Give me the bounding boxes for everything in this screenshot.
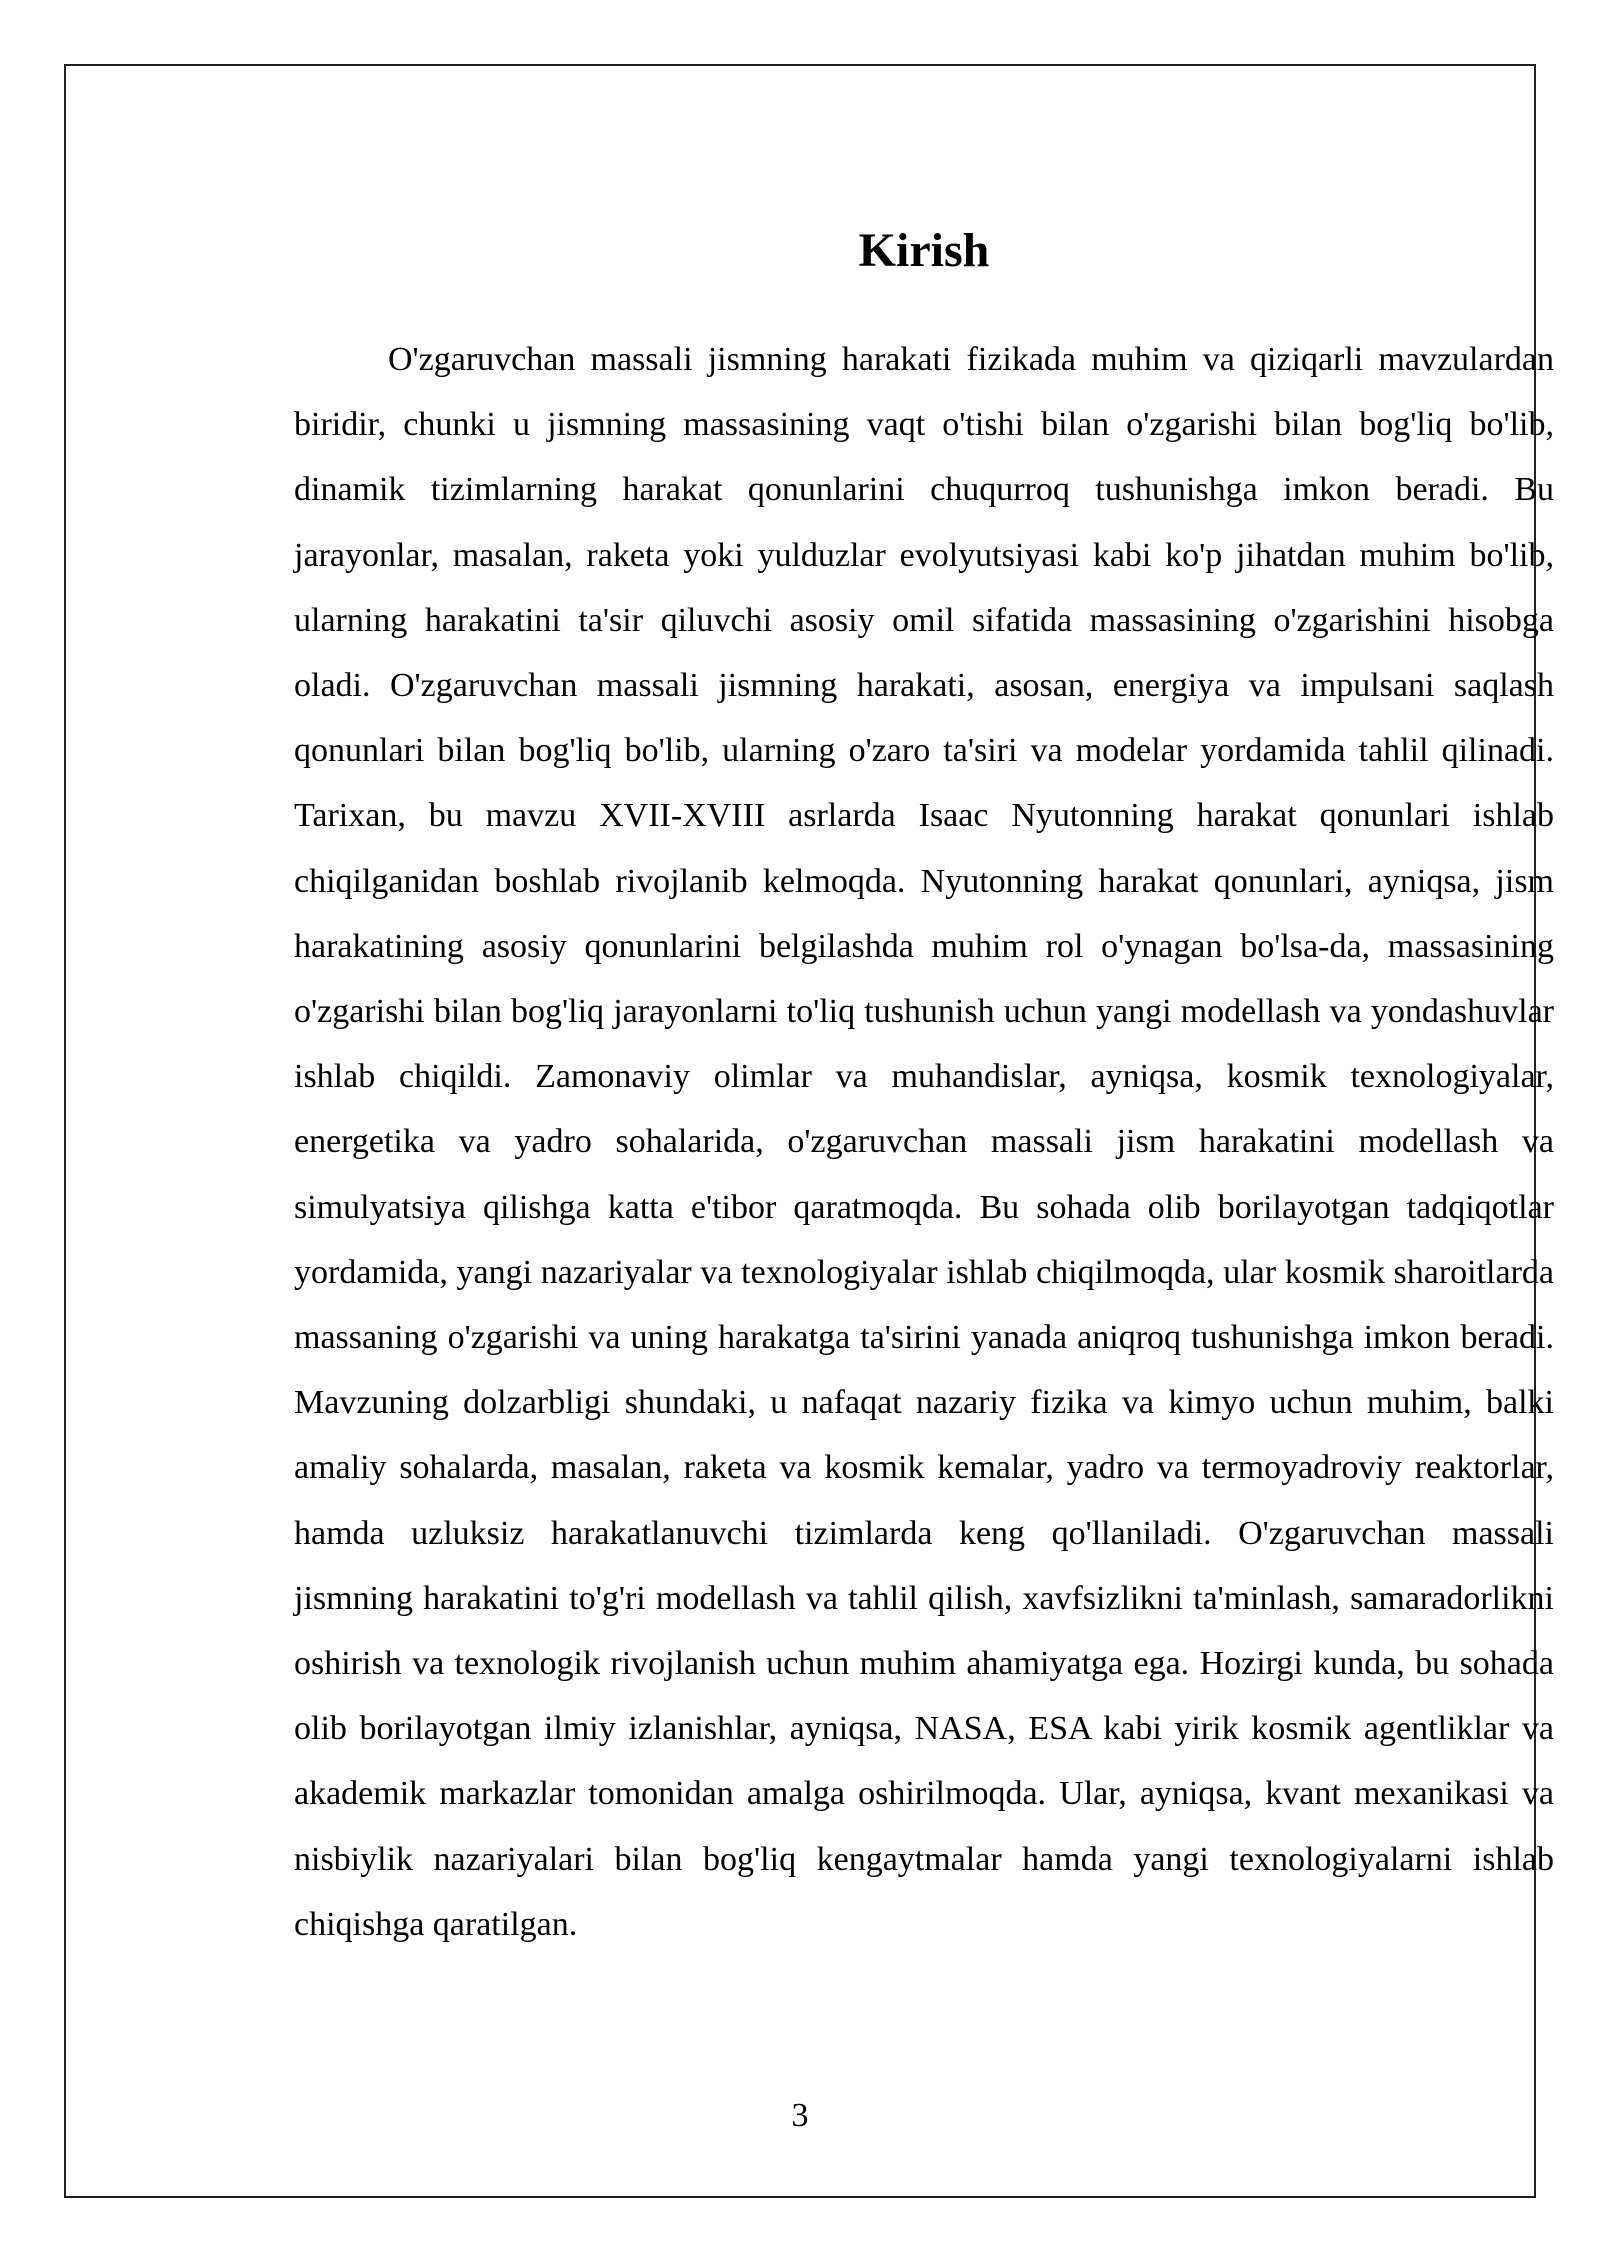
page-content — [294, 216, 1554, 1957]
page-border — [64, 64, 1554, 2198]
body-paragraph: O'zgaruvchan massali jismning harakati fizikada muhim va qiziqarli mavzulardan biridir, chunki u jismning massasining vaqt o'tishi bilan o'zgarishi bilan bog'liq bo'lib, dinamik tizimlarning harakat qonunlarini chuqurroq tushunishga imkon beradi. Bu jarayonlar, masalan, raketa yoki yulduzlar evolyutsiyasi kabi ko'p jihatdan muhim bo'lib, ularning harakatini ta'sir qiluvchi asosiy omil sifatida massasining o'zgarishini hisobga oladi. O'zgaruvchan massali jismning harakati, asosan, energiya va impulsani saqlash qonunlari bilan bog'liq bo'lib, ularning o'zaro ta'siri va modelar yordamida tahlil qilinadi. Tarixan, bu mavzu XVII-XVIII asrlarda Isaac Nyutonning harakat qonunlari ishlab chiqilganidan boshlab rivojlanib kelmoqda. Nyutonning harakat qonunlari, ayniqsa, jism harakatining asosiy qonunlarini belgilashda muhim rol o'ynagan bo'lsa-da, massasining o'zgarishi bilan bog'liq jarayonlarni to'liq tushunish uchun yangi modellash va yondashuvlar ishlab chiqildi. Zamonaviy olimlar va muhandislar, ayniqsa, kosmik texnologiyalar, energetika va yadro sohalarida, o'zgaruvchan massali jism harakatini modellash va simulyatsiya qilishga katta e'tibor qaratmoqda. Bu sohada olib borilayotgan tadqiqotlar yordamida, yangi nazariyalar va texnologiyalar ishlab chiqilmoqda, ular kosmik sharoitlarda massaning o'zgarishi va uning harakatga ta'sirini yanada aniqroq tushunishga imkon beradi. Mavzuning dolzarbligi shundaki, u nafaqat nazariy fizika va kimyo uchun muhim, balki amaliy sohalarda, masalan, raketa va kosmik kemalar, yadro va termoyadroviy reaktorlar, hamda uzluksiz harakatlanuvchi tizimlarda keng qo'llaniladi. O'zgaruvchan massali jismning harakatini to'g'ri modellash va tahlil qilish, xavfsizlikni ta'minlash, samaradorlikni oshirish va texnologik rivojlanish uchun muhim ahamiyatga ega. Hozirgi kunda, bu sohada olib borilayotgan ilmiy izlanishlar, ayniqsa, NASA, ESA kabi yirik kosmik agentliklar va akademik markazlar tomonidan amalga oshirilmoqda. Ular, ayniqsa, kvant mexanikasi va nisbiylik nazariyalari bilan bog'liq kengaytmalar hamda yangi texnologiyalarni ishlab chiqishga qaratilgan. — [294, 341, 1554, 1943]
page-number: 3 — [791, 2097, 809, 2134]
page-title: Kirish — [858, 224, 990, 277]
